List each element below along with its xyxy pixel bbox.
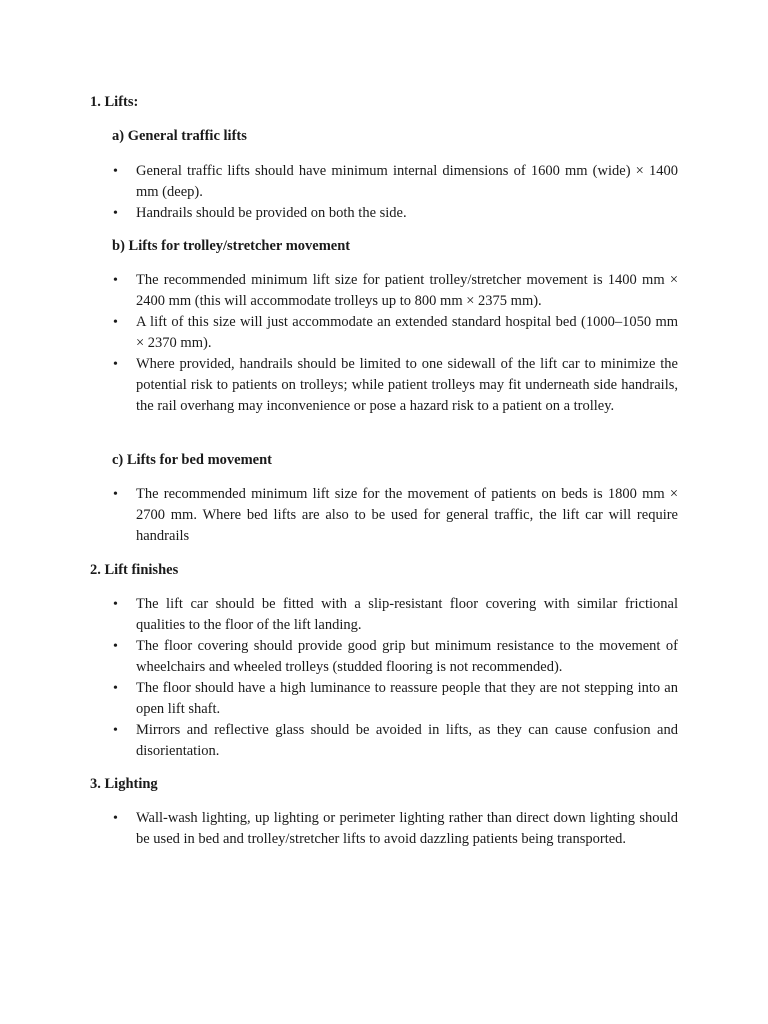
list-item: • Handrails should be provided on both the side.	[0, 203, 678, 224]
section-heading-lighting: 3. Lighting	[90, 776, 158, 792]
bullet-list-lift-finishes	[0, 594, 768, 762]
bullet-list-general-traffic-lifts	[0, 161, 768, 224]
section-heading-lift-finishes: 2. Lift finishes	[90, 562, 179, 578]
subsection-heading-general-traffic-lifts: a) General traffic lifts	[112, 128, 247, 144]
list-item: • The floor covering should provide good grip but minimum resistance to the movement of wheelchairs and wheeled trolleys (studded flooring is not recommended).	[0, 636, 678, 678]
list-item: • The floor should have a high luminance to reassure people that they are not stepping into an open lift shaft.	[0, 678, 678, 720]
subsection-heading-bed-lifts: c) Lifts for bed movement	[112, 452, 273, 468]
bullet-list-lighting	[0, 808, 768, 850]
list-item: • The recommended minimum lift size for patient trolley/stretcher movement is 1400 mm × 2400 mm (this will accommodate trolleys up to 800 mm × 2375 mm).	[0, 270, 678, 312]
bullet-list-bed-lifts	[0, 484, 768, 547]
list-item: • Mirrors and reflective glass should be avoided in lifts, as they can cause confusion and disorientation.	[0, 720, 678, 762]
subsection-heading-trolley-stretcher-lifts: b) Lifts for trolley/stretcher movement	[112, 238, 351, 254]
bullet-list-trolley-stretcher-lifts	[0, 270, 768, 417]
list-item: • Where provided, handrails should be limited to one sidewall of the lift car to minimize the potential risk to patients on trolleys; while patient trolleys may fit underneath side handrails, the rail overhang may inconvenience or pose a hazard risk to a patient on a trolley.	[0, 354, 678, 417]
list-item: • General traffic lifts should have minimum internal dimensions of 1600 mm (wide) × 1400 mm (deep).	[0, 161, 678, 203]
list-item: • A lift of this size will just accommodate an extended standard hospital bed (1000–1050 mm × 2370 mm).	[0, 312, 678, 354]
section-heading-lifts: 1. Lifts:	[90, 94, 139, 110]
list-item: • The recommended minimum lift size for the movement of patients on beds is 1800 mm × 2700 mm. Where bed lifts are also to be used for general traffic, the lift car will require handrails	[0, 484, 678, 547]
list-item: • Wall-wash lighting, up lighting or perimeter lighting rather than direct down lighting should be used in bed and trolley/stretcher lifts to avoid dazzling patients being transported.	[0, 808, 678, 850]
list-item: • The lift car should be fitted with a slip-resistant floor covering with similar frictional qualities to the floor of the lift landing.	[0, 594, 678, 636]
